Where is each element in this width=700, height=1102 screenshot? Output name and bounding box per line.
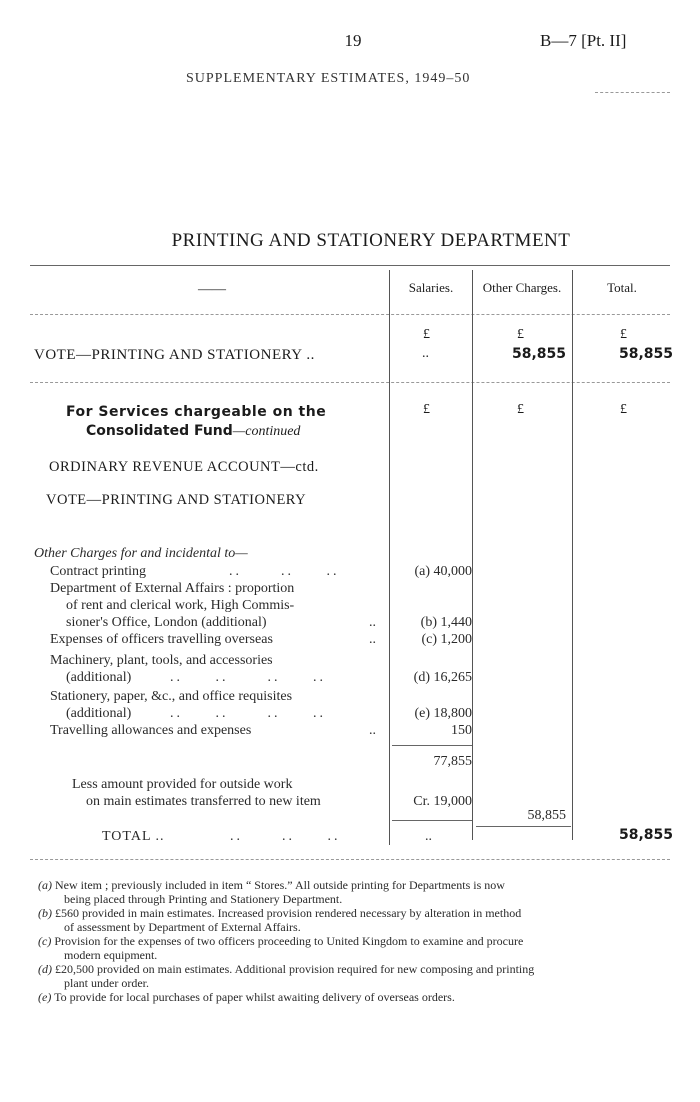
total-row-total: 58,855 (618, 827, 673, 843)
footnote-mark: (c) (38, 934, 52, 948)
footnote-text: £560 provided in main estimates. Increased provision rendered necessary by alteration in method (55, 906, 522, 920)
footnote-continuation: of assessment by Department of External Affairs. (64, 920, 301, 934)
column-header-salaries: Salaries. (408, 280, 454, 295)
less-line1: Less amount provided for outside work (72, 777, 293, 792)
services-total-currency: £ (620, 402, 627, 417)
item-label: (additional) (66, 670, 132, 685)
item-amount: (a) 40,000 (414, 564, 472, 579)
item-label: Travelling allowances and expenses (50, 723, 252, 738)
item-amount: (d) 16,265 (413, 670, 472, 685)
continued-label: —continued (232, 424, 301, 439)
leader-dots: .. .. .. .. (170, 670, 326, 685)
footnote-c (38, 934, 523, 949)
leader-dots: .. (369, 615, 376, 630)
column-header-blank: —— (198, 282, 226, 297)
services-heading-line2 (86, 423, 300, 440)
running-title: SUPPLEMENTARY ESTIMATES, 1949–50 (186, 71, 471, 86)
vote-row-label: VOTE—PRINTING AND STATIONERY .. (34, 347, 315, 363)
total-row-label: TOTAL .. (102, 829, 165, 844)
footnote-text: Provision for the expenses of two officers proceeding to United Kingdom to examine and procure (54, 934, 524, 948)
other-charges-subtotal: 58,855 (527, 808, 566, 823)
total-row-salaries: .. (425, 829, 432, 844)
footnote-b (38, 906, 521, 921)
other-charges-currency: £ (517, 327, 524, 342)
services-heading-line1: For Services chargeable on the (66, 404, 327, 420)
item-label: sioner's Office, London (additional) (66, 615, 267, 630)
item-label: (additional) (66, 706, 132, 721)
leader-dots: .. .. .. (230, 829, 341, 844)
vote-row-salaries: .. (422, 346, 429, 361)
vote-row-other-charges: 58,855 (511, 346, 566, 362)
footnote-mark: (d) (38, 962, 52, 976)
column-rule-2 (472, 270, 473, 840)
footnote-mark: (a) (38, 878, 52, 892)
footnote-mark: (e) (38, 990, 52, 1004)
vote-row-total: 58,855 (618, 346, 673, 362)
leader-dots: .. (369, 723, 376, 738)
column-rule-1 (389, 270, 390, 845)
header-bottom-rule (30, 314, 670, 315)
item-amount: (e) 18,800 (414, 706, 472, 721)
department-title: PRINTING AND STATIONERY DEPARTMENT (171, 230, 571, 251)
item-label: Contract printing (50, 564, 147, 579)
item-amount: (b) 1,440 (420, 615, 472, 630)
table-bottom-rule (30, 859, 670, 860)
item-label: Machinery, plant, tools, and accessories (50, 653, 273, 668)
table-top-rule (30, 265, 670, 266)
subtotal-amount: 77,855 (433, 754, 472, 769)
footnote-text: New item ; previously included in item “ Stores.” All outside printing for Departments is now (55, 878, 505, 892)
other-charges-heading: Other Charges for and incidental to— (34, 546, 248, 561)
footnote-text: To provide for local purchases of paper whilst awaiting delivery of overseas orders. (54, 990, 455, 1004)
footnote-d (38, 962, 534, 977)
item-label: Expenses of officers travelling overseas (50, 632, 273, 647)
salaries-currency: £ (423, 327, 430, 342)
item-label: of rent and clerical work, High Commis- (66, 598, 295, 613)
vote-heading: VOTE—PRINTING AND STATIONERY (46, 492, 307, 508)
account-heading: ORDINARY REVENUE ACCOUNT—ctd. (49, 459, 319, 475)
footnote-mark: (b) (38, 906, 52, 920)
footnote-continuation: plant under order. (64, 976, 149, 990)
column-rule-3 (572, 270, 573, 840)
services-other-charges-currency: £ (517, 402, 524, 417)
item-label: Stationery, paper, &c., and office requisites (50, 689, 293, 704)
item-amount: (c) 1,200 (421, 632, 472, 647)
footnote-e (38, 990, 455, 1005)
total-currency: £ (620, 327, 627, 342)
header-rule (595, 92, 670, 93)
footnote-text: £20,500 provided on main estimates. Additional provision required for new composing and printing (55, 962, 535, 976)
footnote-a (38, 878, 505, 893)
less-amount: Cr. 19,000 (413, 794, 472, 809)
document-reference: B—7 [Pt. II] (540, 31, 627, 50)
leader-dots: .. .. .. (229, 564, 340, 579)
less-line2: on main estimates transferred to new item (86, 794, 321, 809)
item-label: Department of External Affairs : proportion (50, 581, 295, 596)
footnote-continuation: modern equipment. (64, 948, 158, 962)
leader-dots: .. .. .. .. (170, 706, 326, 721)
footnote-continuation: being placed through Printing and Stationery Department. (64, 892, 343, 906)
column-header-total: Total. (607, 280, 637, 295)
item-amount: 150 (451, 723, 472, 738)
other-charges-rule (476, 826, 571, 827)
subtotal-rule (392, 745, 472, 746)
services-salaries-currency: £ (423, 402, 430, 417)
column-header-other-charges: Other Charges. (482, 280, 562, 295)
vote-row-rule (30, 382, 670, 383)
consolidated-fund-label: Consolidated Fund (86, 423, 233, 439)
less-rule (392, 820, 472, 821)
leader-dots: .. (369, 632, 376, 647)
page-number: 19 (344, 31, 362, 50)
